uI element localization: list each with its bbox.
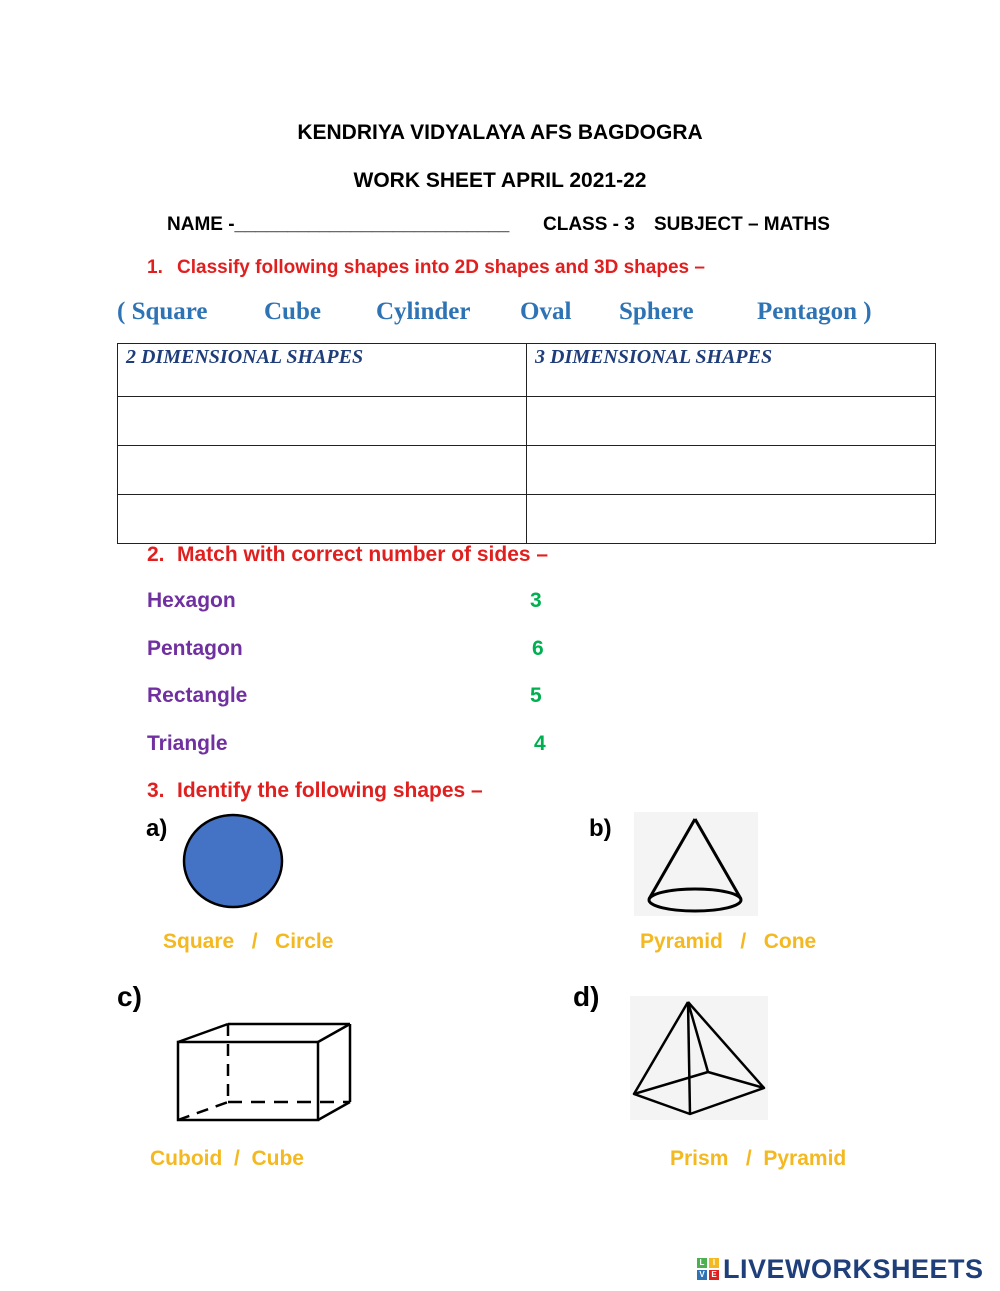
match-shape-4[interactable]: Triangle [147,732,228,755]
answer-cell-3d[interactable] [527,446,936,495]
cuboid-top-right-edge [318,1024,350,1042]
answer-cell-3d[interactable] [527,397,936,446]
classification-table [117,343,936,544]
match-sides-1[interactable]: 3 [530,589,542,612]
question-3-number: 3. [147,779,165,802]
answer-cell-2d[interactable] [118,397,527,446]
logo-mark-letter-e: E [709,1270,719,1280]
subject-label: SUBJECT – MATHS [654,214,830,235]
worksheet-title: WORK SHEET APRIL 2021-22 [353,169,647,192]
cuboid-figure [172,1018,358,1128]
answer-cell-3d[interactable] [527,495,936,544]
match-shape-3[interactable]: Rectangle [147,684,248,707]
question-2-text: Match with correct number of sides – [177,543,549,566]
question-2 [147,543,548,567]
cone-figure-background [634,812,758,916]
circle-figure [178,810,288,914]
match-sides-3[interactable]: 5 [530,684,542,707]
liveworksheets-logo [697,1254,984,1284]
question-1-text: Classify following shapes into 2D shapes and 3D shapes – [177,257,705,278]
item-d-label: d) [573,981,600,1012]
circle-shape [184,815,282,907]
name-field-label: NAME -__________________________ [167,214,510,235]
class-label: CLASS - 3 [543,214,635,235]
table-header-3d: 3 DIMENSIONAL SHAPES [527,344,936,397]
shape-word-2: Cube [264,298,321,325]
answer-cell-2d[interactable] [118,446,527,495]
cuboid-front-face [178,1042,318,1120]
item-d-options[interactable]: Prism / Pyramid [670,1147,847,1170]
item-a-label: a) [146,815,168,842]
question-2-number: 2. [147,543,165,566]
pyramid-figure [630,996,768,1120]
logo-mark-icon [697,1258,719,1280]
item-b-label: b) [589,815,612,842]
school-title: KENDRIYA VIDYALAYA AFS BAGDOGRA [297,121,703,144]
shape-word-6: Pentagon ) [757,298,872,325]
question-1 [147,257,705,279]
shape-word-4: Oval [520,298,572,325]
logo-mark-letter-v: V [697,1270,707,1280]
item-a-options[interactable]: Square / Circle [163,930,334,953]
cone-figure [634,812,758,916]
answer-cell-2d[interactable] [118,495,527,544]
table-header-2d: 2 DIMENSIONAL SHAPES [118,344,527,397]
match-sides-4[interactable]: 4 [534,732,546,755]
question-1-number: 1. [147,257,163,278]
match-sides-2[interactable]: 6 [532,637,544,660]
match-shape-1[interactable]: Hexagon [147,589,236,612]
shape-word-1: ( Square [117,298,208,325]
cuboid-hidden-left-edge [178,1102,228,1120]
item-b-options[interactable]: Pyramid / Cone [640,930,817,953]
logo-mark-letter-l: L [697,1258,707,1268]
cuboid-top-left-edge [178,1024,228,1042]
logo-text: LIVEWORKSHEETS [723,1253,984,1284]
question-3-text: Identify the following shapes – [177,779,483,802]
item-c-label: c) [117,981,142,1012]
logo-mark-letter-i: I [709,1258,719,1268]
shape-word-3: Cylinder [376,298,471,325]
question-3 [147,779,483,803]
shape-word-5: Sphere [619,298,694,325]
match-shape-2[interactable]: Pentagon [147,637,243,660]
cuboid-bottom-right-edge [318,1102,350,1120]
item-c-options[interactable]: Cuboid / Cube [150,1147,304,1170]
